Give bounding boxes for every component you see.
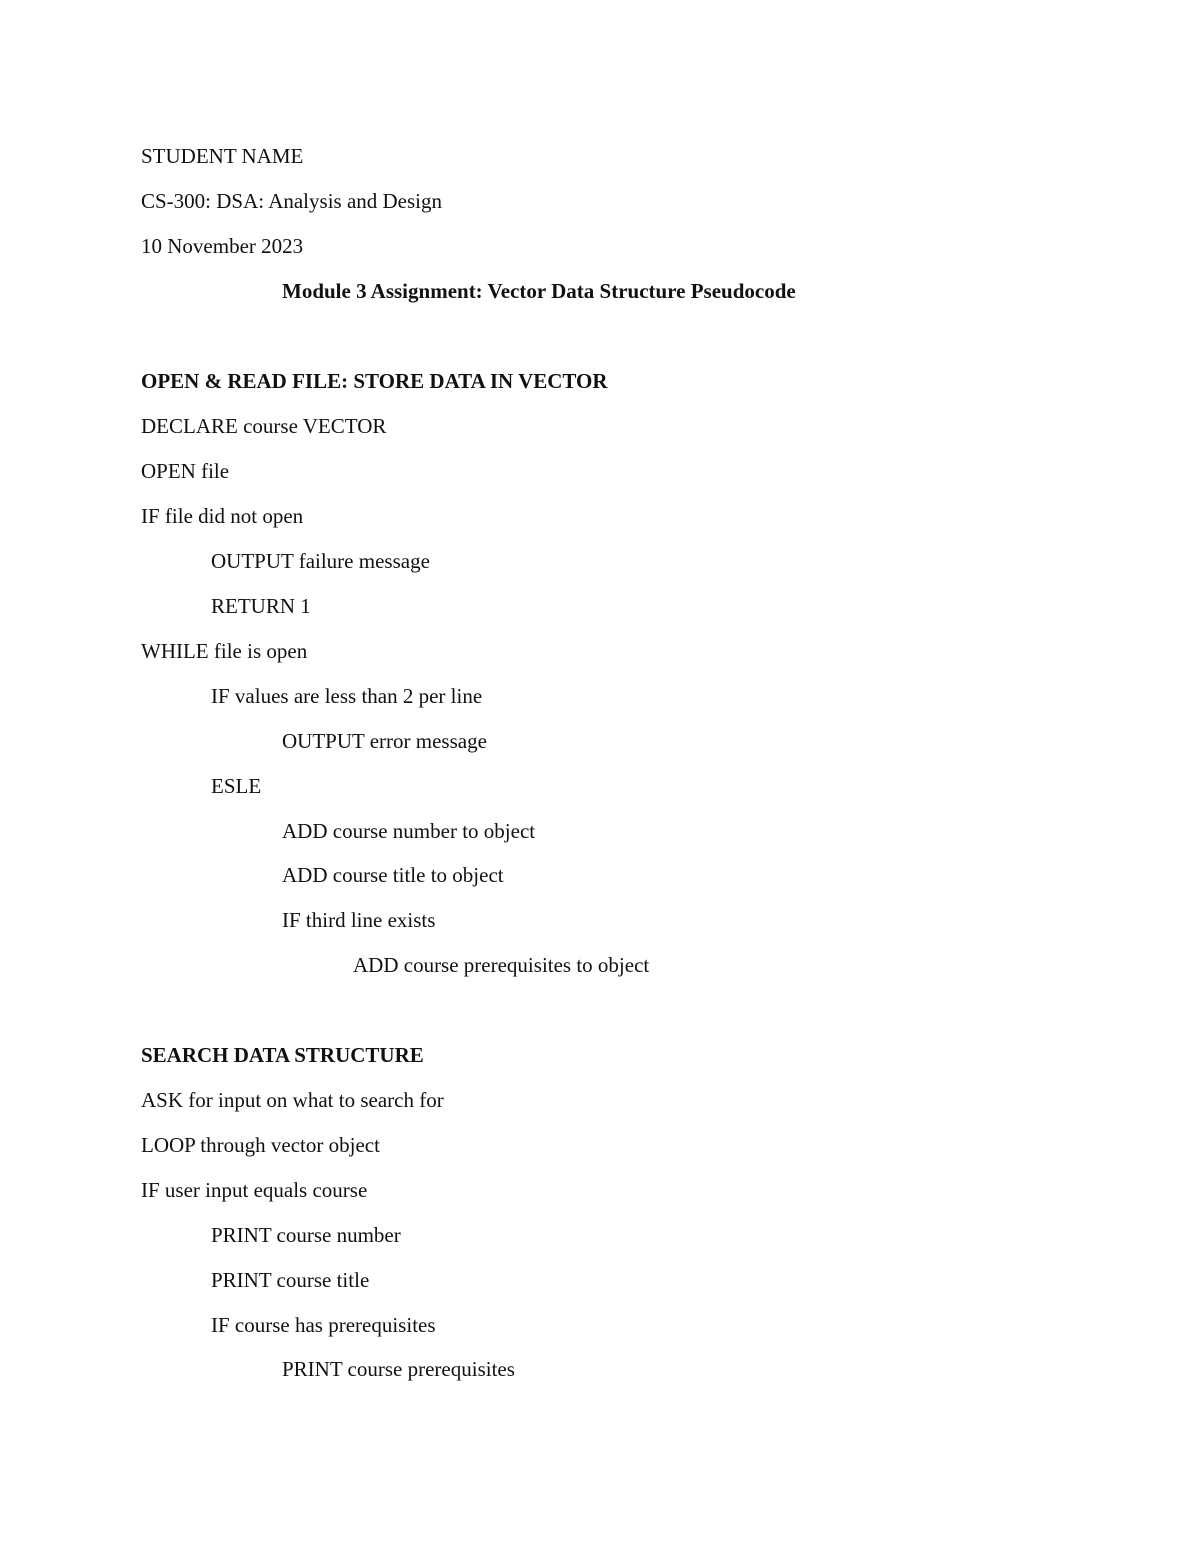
pseudocode-line: PRINT course prerequisites bbox=[282, 1357, 515, 1381]
pseudocode-line: IF user input equals course bbox=[141, 1178, 368, 1202]
pseudocode-line: DECLARE course VECTOR bbox=[141, 414, 387, 438]
pseudocode-line: ADD course title to object bbox=[282, 863, 504, 887]
pseudocode-line: ESLE bbox=[211, 774, 262, 798]
pseudocode-line: IF third line exists bbox=[282, 908, 436, 932]
pseudocode-line: LOOP through vector object bbox=[141, 1133, 380, 1157]
pseudocode-line: IF values are less than 2 per line bbox=[211, 684, 483, 708]
pseudocode-line: IF file did not open bbox=[141, 504, 304, 528]
section-heading-search-data-structure: SEARCH DATA STRUCTURE bbox=[141, 1043, 424, 1067]
pseudocode-line: OPEN file bbox=[141, 459, 230, 483]
pseudocode-line: OUTPUT error message bbox=[282, 729, 487, 753]
pseudocode-line: PRINT course title bbox=[211, 1268, 370, 1292]
pseudocode-line: ADD course prerequisites to object bbox=[353, 953, 650, 977]
pseudocode-line: RETURN 1 bbox=[211, 594, 311, 618]
submission-date: 10 November 2023 bbox=[141, 234, 304, 258]
pseudocode-line: ADD course number to object bbox=[282, 819, 536, 843]
pseudocode-line: WHILE file is open bbox=[141, 639, 308, 663]
pseudocode-line: IF course has prerequisites bbox=[211, 1313, 436, 1337]
document-title: Module 3 Assignment: Vector Data Structure Pseudocode bbox=[282, 279, 796, 303]
student-name: STUDENT NAME bbox=[141, 144, 304, 168]
course-name: CS-300: DSA: Analysis and Design bbox=[141, 189, 443, 213]
pseudocode-line: PRINT course number bbox=[211, 1223, 401, 1247]
section-heading-open-read-file: OPEN & READ FILE: STORE DATA IN VECTOR bbox=[141, 369, 608, 393]
pseudocode-line: ASK for input on what to search for bbox=[141, 1088, 444, 1112]
pseudocode-line: OUTPUT failure message bbox=[211, 549, 430, 573]
